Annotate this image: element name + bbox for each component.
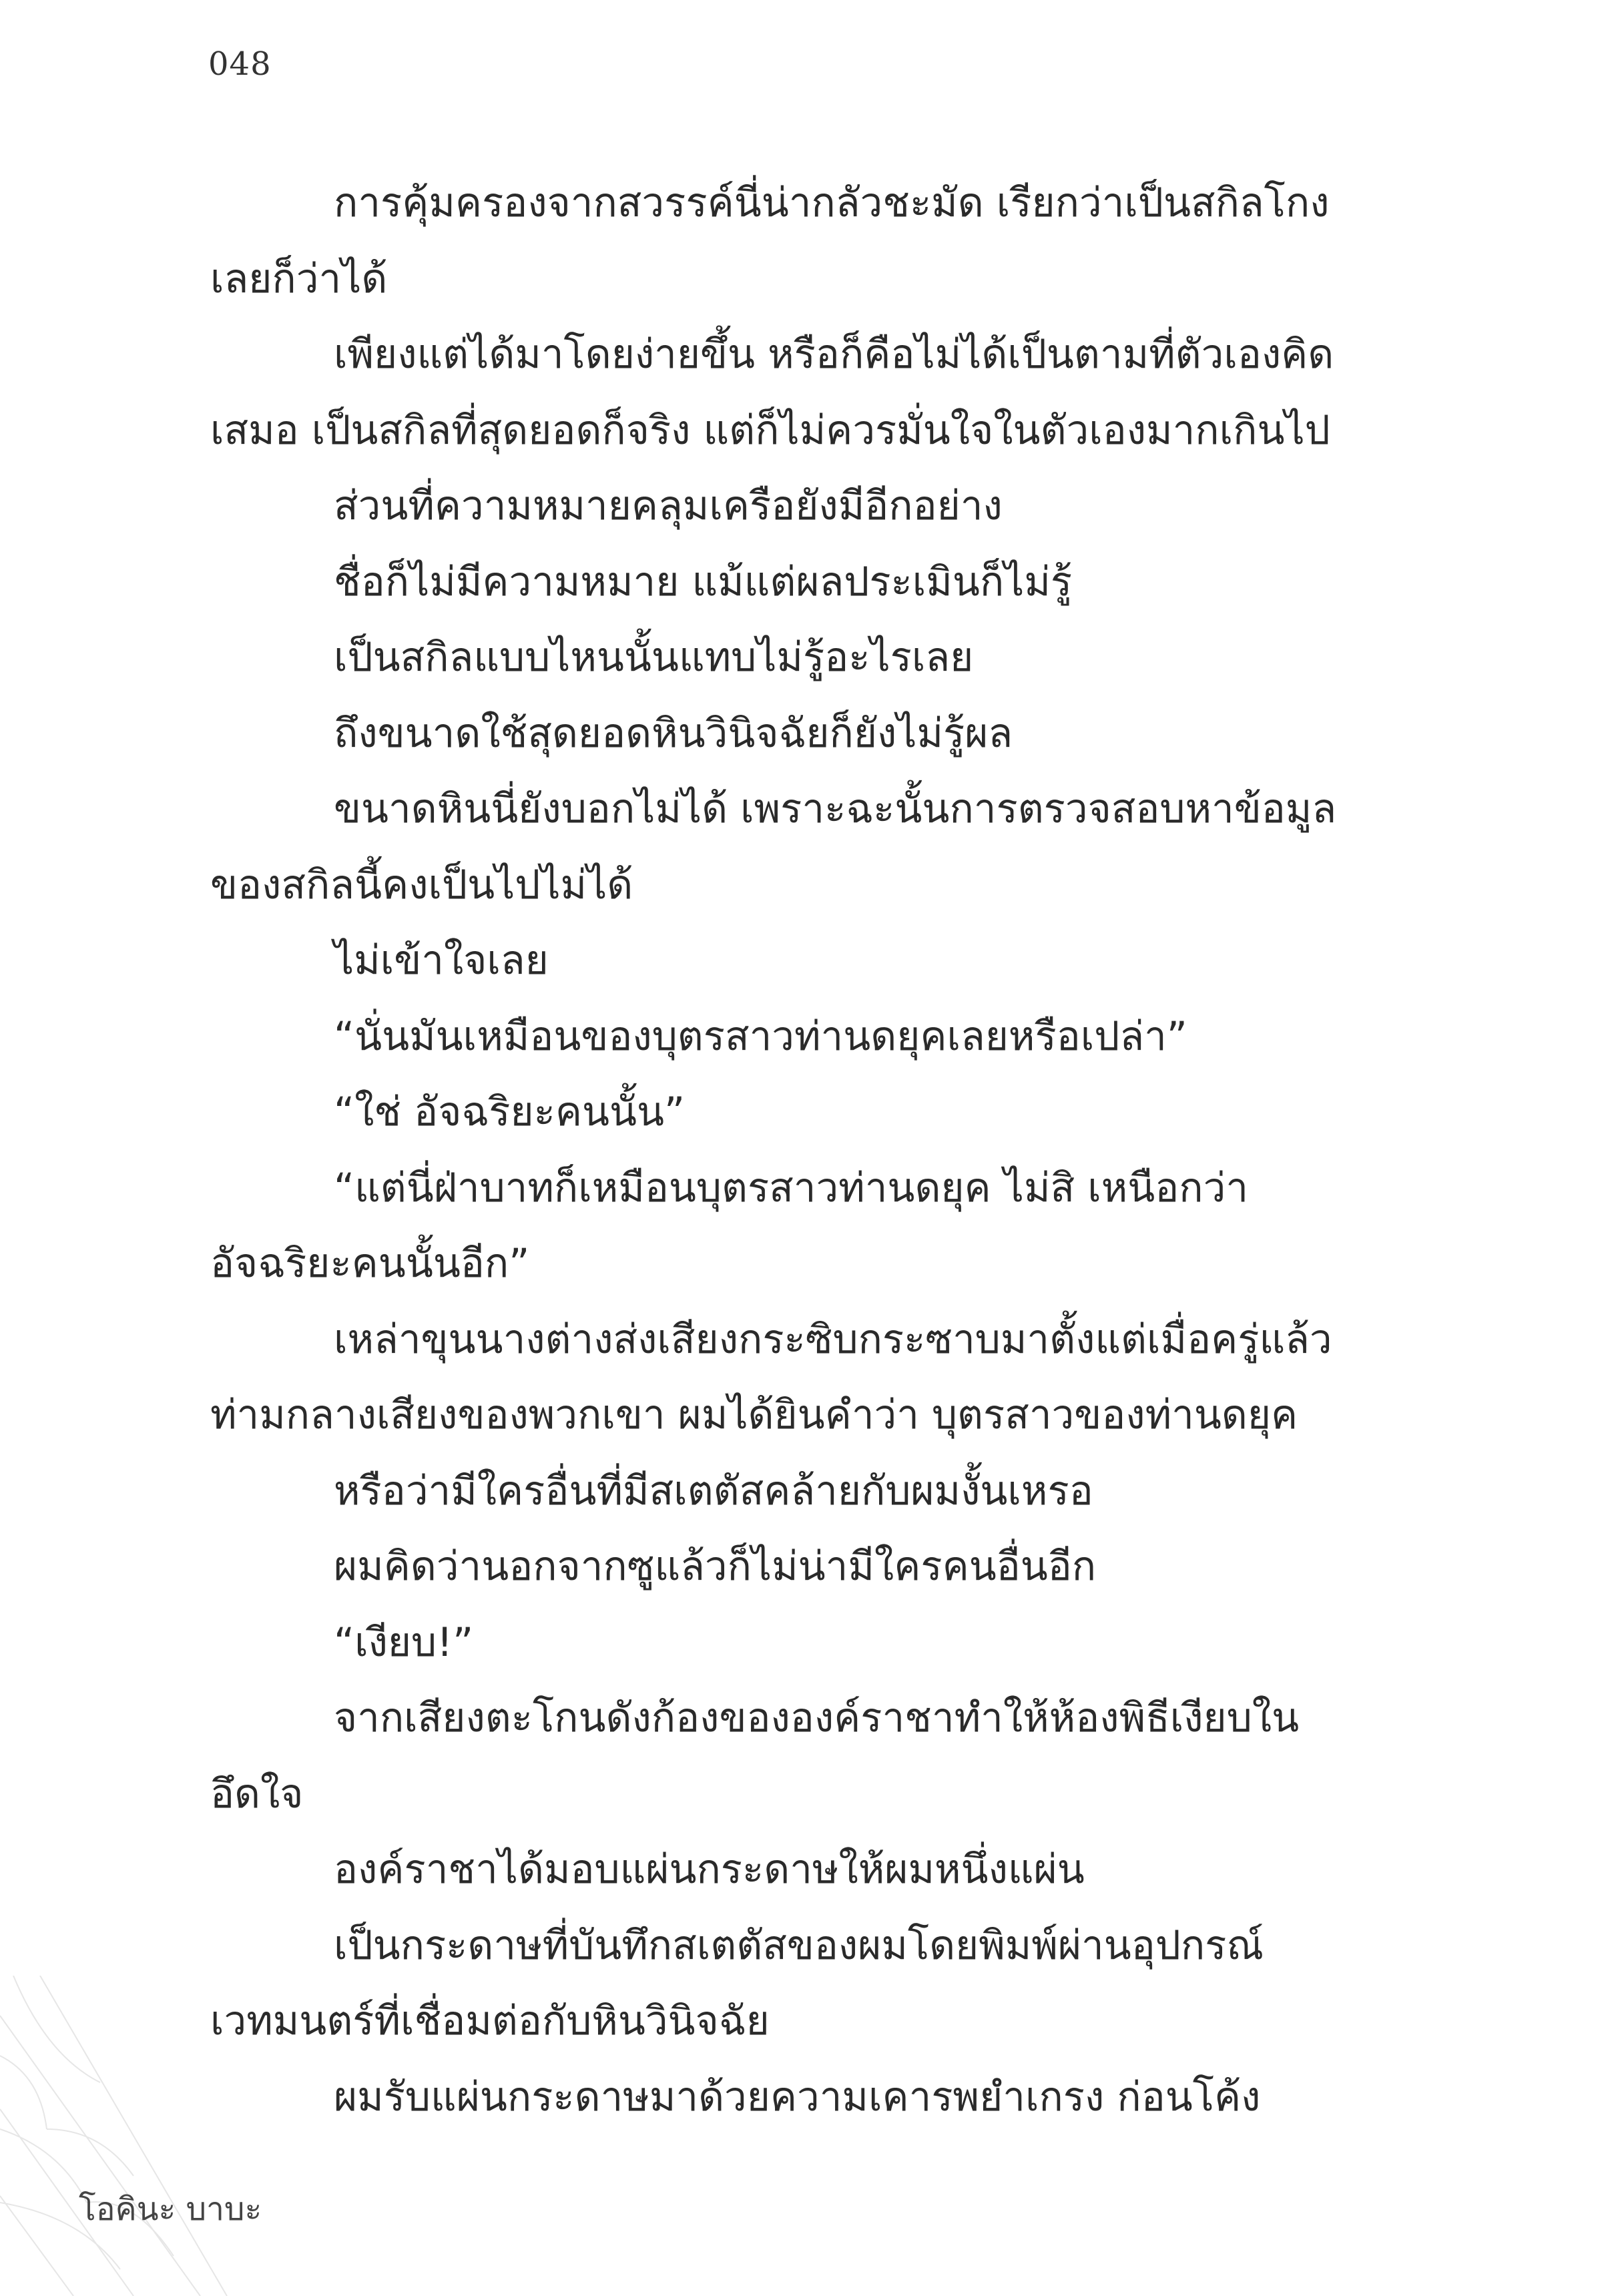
- paragraph-first-line: “แต่นี่ฝ่าบาทก็เหมือนบุตรสาวท่านดยุค ไม่สิ เหนือกว่า: [334, 1164, 1249, 1211]
- paragraph-first-line: “ใช่ อัจฉริยะคนนั้น”: [334, 1089, 686, 1135]
- paragraph-first-line: เพียงแต่ได้มาโดยง่ายขึ้น หรือก็คือไม่ได้เป็นตามที่ตัวเองคิด: [334, 331, 1334, 378]
- paragraph-first-line: “เงียบ!”: [334, 1619, 474, 1666]
- paragraph: [210, 1151, 1398, 1302]
- paragraph-first-line: จากเสียงตะโกนดังก้องขององค์ราชาทำให้ห้องพิธีเงียบใน: [334, 1695, 1300, 1741]
- paragraph-first-line: ส่วนที่ความหมายคลุมเครือยังมีอีกอย่าง: [334, 483, 1003, 529]
- paragraph: [210, 469, 1398, 545]
- paragraph-continuation-line: อัจฉริยะคนนั้นอีก”: [210, 1240, 530, 1287]
- paragraph-first-line: องค์ราชาได้มอบแผ่นกระดาษให้ผมหนึ่งแผ่น: [334, 1846, 1085, 1893]
- paragraph: [210, 317, 1398, 469]
- paragraph-continuation-line: ของสกิลนี้คงเป็นไปไม่ได้: [210, 861, 633, 908]
- paragraph: [210, 166, 1398, 317]
- paragraph-first-line: ถึงขนาดใช้สุดยอดหินวินิจฉัยก็ยังไม่รู้ผล: [334, 709, 1013, 757]
- paragraph: [210, 545, 1398, 621]
- paragraph-first-line: ผมคิดว่านอกจากซูแล้วก็ไม่น่ามีใครคนอื่นอีก: [334, 1543, 1097, 1590]
- paragraph: [210, 772, 1398, 923]
- paragraph: [210, 1832, 1398, 1908]
- paragraph: [210, 620, 1398, 696]
- paragraph-continuation-line: เลยก็ว่าได้: [210, 255, 388, 302]
- paragraph: [210, 1908, 1398, 2060]
- paragraph-first-line: ชื่อก็ไม่มีความหมาย แม้แต่ผลประเมินก็ไม่รู้: [334, 558, 1073, 605]
- paragraph-continuation-line: อึดใจ: [210, 1770, 304, 1817]
- paragraph-continuation-line: เสมอ เป็นสกิลที่สุดยอดก็จริง แต่ก็ไม่ควรมั่นใจในตัวเองมากเกินไป: [210, 406, 1330, 454]
- paragraph: [210, 1681, 1398, 1832]
- paragraph: [210, 1529, 1398, 1605]
- paragraph: [210, 1454, 1398, 1530]
- paragraph: [210, 923, 1398, 999]
- paragraph-first-line: ผมรับแผ่นกระดาษมาด้วยความเคารพยำเกรง ก่อนโค้ง: [334, 2073, 1261, 2120]
- paragraph-first-line: ขนาดหินนี่ยังบอกไม่ได้ เพราะฉะนั้นการตรวจสอบหาข้อมูล: [334, 786, 1337, 832]
- paragraph-continuation-line: ท่ามกลางเสียงของพวกเขา ผมได้ยินคำว่า บุตรสาวของท่านดยุค: [210, 1392, 1298, 1438]
- paragraph-first-line: เป็นกระดาษที่บันทึกสเตตัสของผมโดยพิมพ์ผ่านอุปกรณ์: [334, 1922, 1264, 1969]
- paragraph: [210, 1605, 1398, 1681]
- paragraph: [210, 2060, 1398, 2136]
- paragraph: [210, 999, 1398, 1075]
- paragraph-first-line: ไม่เข้าใจเลย: [334, 937, 549, 984]
- page-number: 048: [208, 45, 272, 83]
- body-text: [210, 166, 1398, 2135]
- book-footer-title: โอคินะ บาบะ: [79, 2191, 262, 2228]
- paragraph-first-line: “นั่นมันเหมือนของบุตรสาวท่านดยุคเลยหรือเปล่า”: [334, 1013, 1187, 1060]
- paragraph: [210, 696, 1398, 772]
- paragraph-continuation-line: เวทมนตร์ที่เชื่อมต่อกับหินวินิจฉัย: [210, 1998, 770, 2044]
- paragraph: [210, 1302, 1398, 1454]
- paragraph-first-line: เหล่าขุนนางต่างส่งเสียงกระซิบกระซาบมาตั้งแต่เมื่อครู่แล้ว: [334, 1316, 1332, 1363]
- paragraph-first-line: การคุ้มครองจากสวรรค์นี่น่ากลัวชะมัด เรียกว่าเป็นสกิลโกง: [334, 180, 1330, 226]
- paragraph: [210, 1075, 1398, 1151]
- paragraph-first-line: หรือว่ามีใครอื่นที่มีสเตตัสคล้ายกับผมงั้นเหรอ: [334, 1467, 1093, 1514]
- paragraph-first-line: เป็นสกิลแบบไหนนั้นแทบไม่รู้อะไรเลย: [334, 634, 974, 681]
- spider-web-decoration: [0, 1976, 240, 2296]
